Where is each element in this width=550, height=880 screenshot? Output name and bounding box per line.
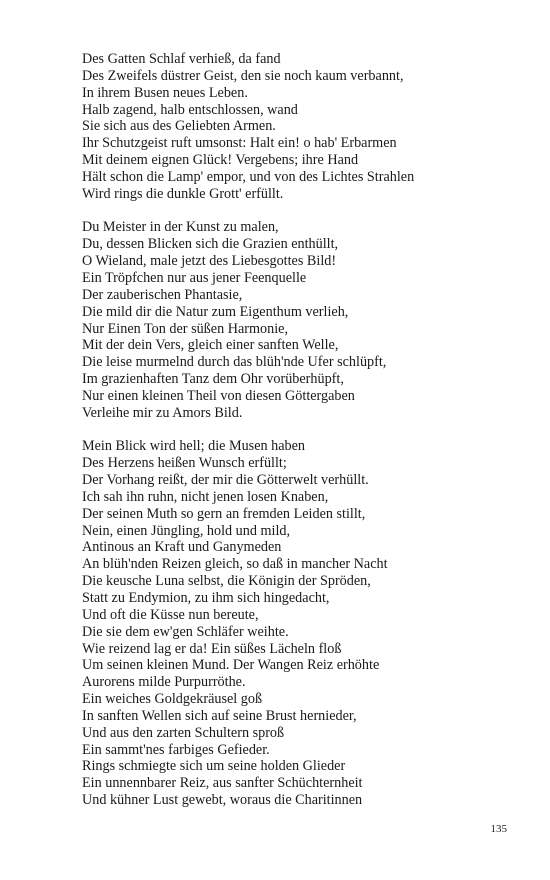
page-number: 135 <box>490 823 507 835</box>
poem-line: Nur Einen Ton der süßen Harmonie, <box>82 320 288 337</box>
stanza <box>82 438 522 809</box>
poem-line: Und kühner Lust gewebt, woraus die Charitinnen <box>82 792 363 809</box>
poem-line: Um seinen kleinen Mund. Der Wangen Reiz erhöhte <box>82 657 380 674</box>
poem-line: Ihr Schutzgeist ruft umsonst: Halt ein! o hab' Erbarmen <box>82 135 397 152</box>
poem-line: Mit deinem eignen Glück! Vergebens; ihre Hand <box>82 152 359 169</box>
poem-line: Der Vorhang reißt, der mir die Götterwelt verhüllt. <box>82 472 369 489</box>
poem-line: Du, dessen Blicken sich die Grazien enthüllt, <box>82 236 339 253</box>
poem-line: Nur einen kleinen Theil von diesen Göttergaben <box>82 387 355 404</box>
stanza <box>82 51 522 203</box>
poem-line: Des Gatten Schlaf verhieß, da fand <box>82 51 281 67</box>
poem-line: Mein Blick wird hell; die Musen haben <box>82 438 306 455</box>
poem-line: Die mild dir die Natur zum Eigenthum verlieh, <box>82 303 349 320</box>
stanza <box>82 219 522 421</box>
poem-line: Mit der dein Vers, gleich einer sanften Welle, <box>82 337 339 354</box>
poem-line: O Wieland, male jetzt des Liebesgottes Bild! <box>82 253 337 270</box>
poem-line: Hält schon die Lamp' empor, und von des Lichtes Strahlen <box>82 168 415 185</box>
poem-line: In sanften Wellen sich auf seine Brust hernieder, <box>82 707 357 724</box>
poem-line: In ihrem Busen neues Leben. <box>82 84 248 101</box>
poem-line: Der seinen Muth so gern an fremden Leiden stillt, <box>82 505 366 522</box>
poem-line: Nein, einen Jüngling, hold und mild, <box>82 522 291 539</box>
poem-line: Aurorens milde Purpurröthe. <box>82 674 246 691</box>
poem-line: An blüh'nden Reizen gleich, so daß in mancher Nacht <box>82 556 388 573</box>
poem-line: Ein sammt'nes farbiges Gefieder. <box>82 741 270 758</box>
poem-line: Im grazienhaften Tanz dem Ohr vorüberhüpft, <box>82 371 344 388</box>
poem-line: Des Zweifels düstrer Geist, den sie noch kaum verbannt, <box>82 67 404 84</box>
poem-line: Verleihe mir zu Amors Bild. <box>82 404 243 421</box>
poem-line: Ich sah ihn ruhn, nicht jenen losen Knaben, <box>82 488 329 505</box>
poem-line: Du Meister in der Kunst zu malen, <box>82 219 279 236</box>
poem-line: Die keusche Luna selbst, die Königin der Spröden, <box>82 573 371 590</box>
poem-line: Rings schmiegte sich um seine holden Glieder <box>82 758 346 775</box>
poem-line: Des Herzens heißen Wunsch erfüllt; <box>82 455 287 472</box>
poem-line: Ein Tröpfchen nur aus jener Feenquelle <box>82 269 307 286</box>
poem-line: Wird rings die dunkle Grott' erfüllt. <box>82 185 284 202</box>
poem-line: Antinous an Kraft und Ganymeden <box>82 539 282 556</box>
poem-line: Ein weiches Goldgekräusel goß <box>82 691 263 708</box>
poem-line: Und aus den zarten Schultern sproß <box>82 724 285 741</box>
poem-line: Und oft die Küsse nun bereute, <box>82 606 259 623</box>
poem-line: Sie sich aus des Geliebten Armen. <box>82 118 276 135</box>
poem-line: Halb zagend, halb entschlossen, wand <box>82 101 298 118</box>
poem-line: Die leise murmelnd durch das blüh'nde Ufer schlüpft, <box>82 354 387 371</box>
poem-line: Ein unnennbarer Reiz, aus sanfter Schüchternheit <box>82 775 363 792</box>
poem-line: Statt zu Endymion, zu ihm sich hingedacht, <box>82 590 330 606</box>
poem-line: Wie reizend lag er da! Ein süßes Lächeln floß <box>82 640 342 657</box>
poem-text <box>82 51 522 809</box>
poem-line: Die sie dem ew'gen Schläfer weihte. <box>82 623 289 640</box>
poem-line: Der zauberischen Phantasie, <box>82 286 243 303</box>
